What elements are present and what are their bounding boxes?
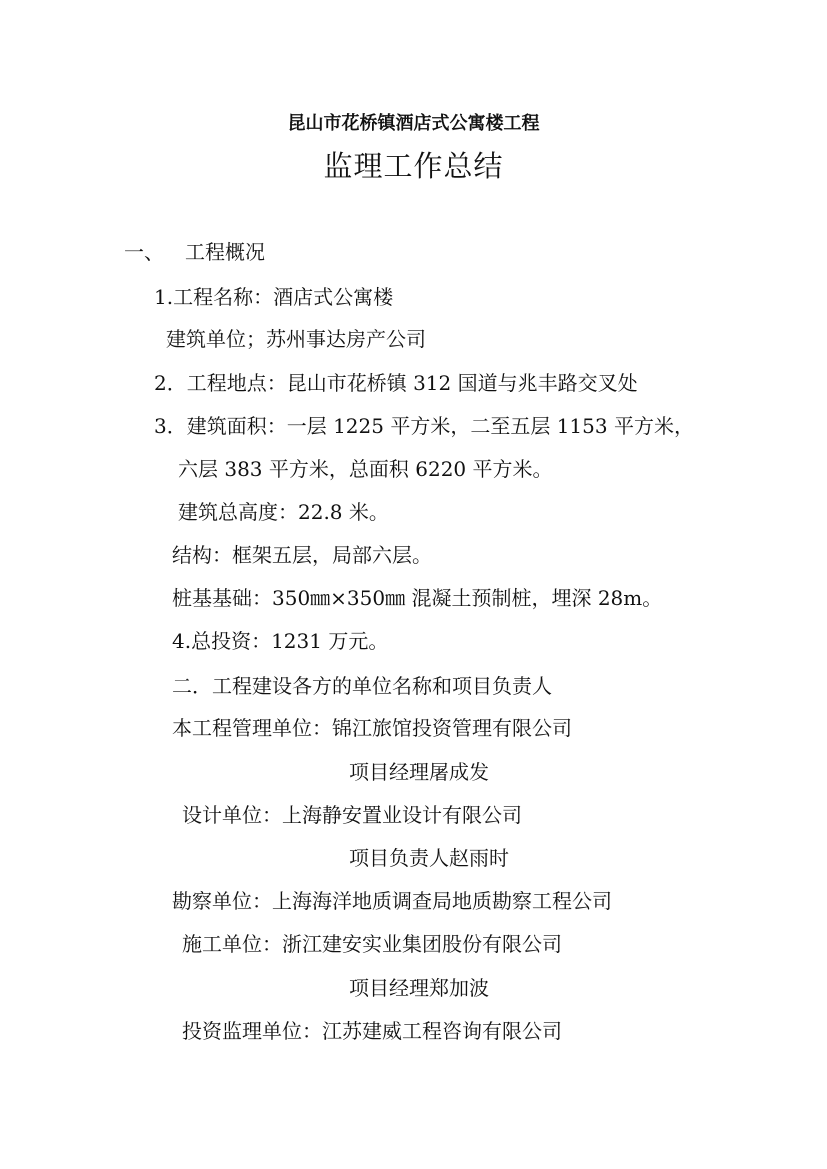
project-name-line: 1.工程名称：酒店式公寓楼 [154,285,394,309]
investment-supervision-line: 投资监理单位：江苏建威工程咨询有限公司 [182,1019,562,1043]
management-unit-line: 本工程管理单位：锦江旅馆投资管理有限公司 [172,716,572,740]
survey-unit-line: 勘察单位：上海海洋地质调查局地质勘察工程公司 [172,889,612,913]
management-pm-line: 项目经理屠成发 [349,760,489,784]
section-2-heading: 二．工程建设各方的单位名称和项目负责人 [172,674,552,698]
builder-line: 建筑单位；苏州事达房产公司 [166,327,426,351]
investment-line: 4.总投资：1231 万元。 [172,629,389,653]
location-line: 2．工程地点：昆山市花桥镇 312 国道与兆丰路交叉处 [154,371,638,395]
foundation-line: 桩基基础：350㎜×350㎜ 混凝土预制桩，埋深 28m。 [172,586,663,610]
structure-line: 结构：框架五层，局部六层。 [172,543,432,567]
section-1-number: 一、 [124,240,164,264]
area-line-1: 3．建筑面积：一层 1225 平方米，二至五层 1153 平方米， [154,414,694,438]
construction-pm-line: 项目经理郑加波 [349,976,489,1000]
design-lead-line: 项目负责人赵雨时 [349,846,509,870]
project-subtitle: 昆山市花桥镇酒店式公寓楼工程 [287,113,540,134]
height-line: 建筑总高度：22.8 米。 [178,500,389,524]
design-unit-line: 设计单位：上海静安置业设计有限公司 [182,803,522,827]
construction-unit-line: 施工单位：浙江建安实业集团股份有限公司 [182,932,562,956]
area-line-2: 六层 383 平方米，总面积 6220 平方米。 [178,457,553,481]
document-title: 监理工作总结 [323,149,504,183]
section-1-heading: 工程概况 [185,240,265,264]
